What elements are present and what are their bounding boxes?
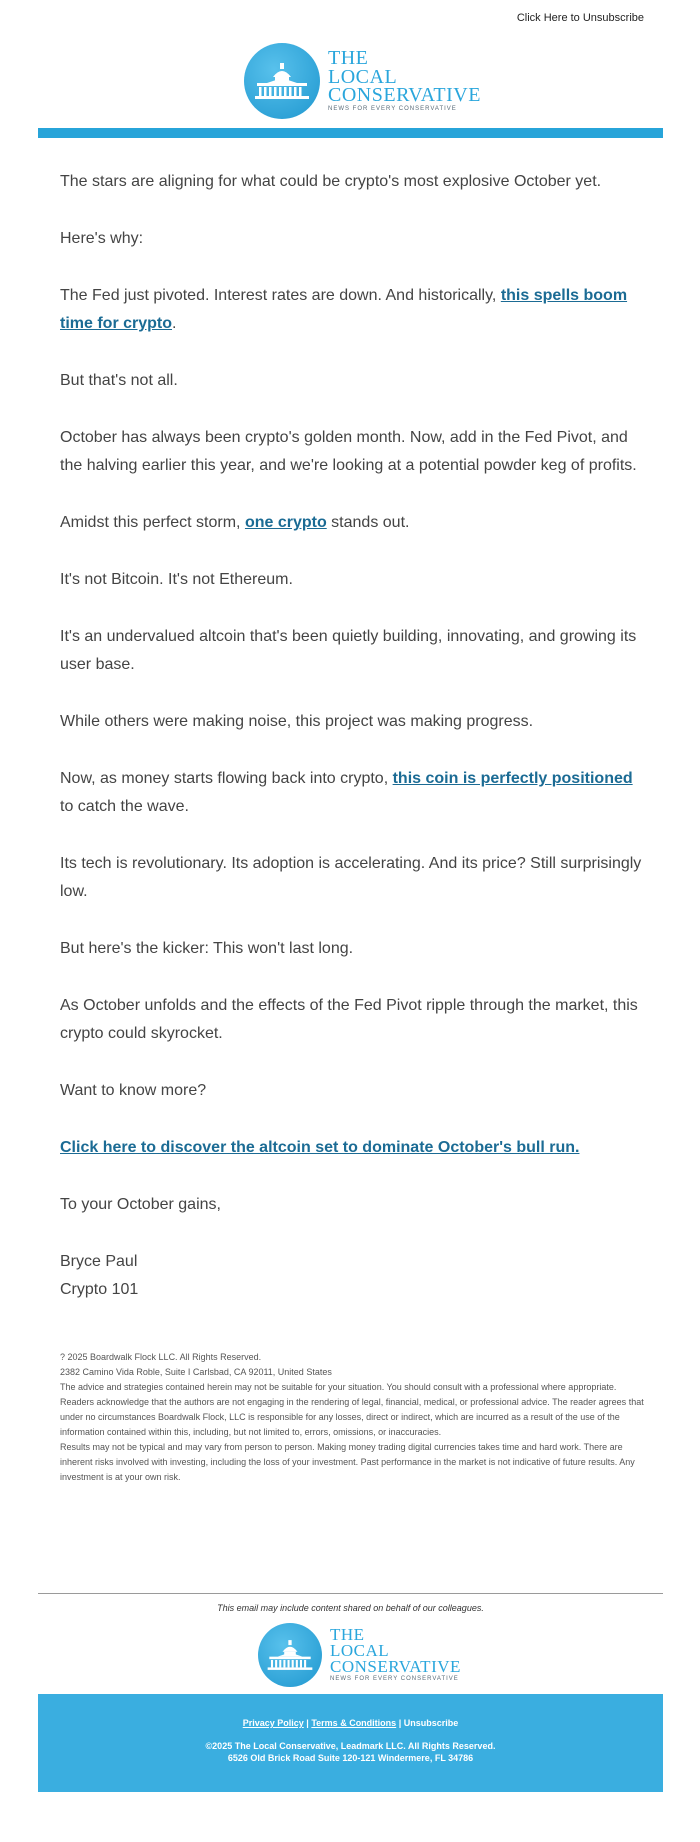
site-logo[interactable]	[244, 43, 481, 119]
logo-line-3: CONSERVATIVE	[330, 1656, 461, 1676]
logo-tagline: NEWS FOR EVERY CONSERVATIVE	[328, 106, 457, 113]
paragraph: Here's why:	[60, 230, 144, 247]
logo-line-1: THE	[328, 47, 369, 70]
paragraph	[60, 1134, 650, 1162]
footer-bar	[38, 1694, 663, 1792]
footer-logo[interactable]	[258, 1623, 461, 1687]
paragraph: The stars are aligning for what could be crypto's most explosive October yet.	[60, 173, 602, 190]
one-crypto-link[interactable]: one crypto	[244, 514, 327, 531]
paragraph: Want to know more?	[60, 1082, 207, 1099]
unsubscribe-link-top[interactable]: Click Here to Unsubscribe	[516, 12, 644, 24]
header-divider-bar	[38, 128, 663, 138]
paragraph: October has always been crypto's golden month. Now, add in the Fed Pivot, and the halving earlier this year, and we're looking at a potential powder keg of profits.	[60, 429, 637, 474]
legal-disclaimer	[60, 1350, 650, 1485]
logo-line-3: CONSERVATIVE	[328, 83, 481, 106]
footer-copyright-block	[38, 1740, 663, 1764]
capitol-building-icon	[258, 1623, 322, 1687]
footer-address: 6526 Old Brick Road Suite 120-121 Windermere, FL 34786	[227, 1753, 474, 1763]
paragraph: But here's the kicker: This won't last long.	[60, 940, 354, 957]
legal-copyright: ? 2025 Boardwalk Flock LLC. All Rights Reserved.	[60, 1352, 262, 1362]
paragraph: Now, as money starts flowing back into crypto, this coin is perfectly positioned to catch the wave.	[60, 770, 633, 815]
paragraph: It's not Bitcoin. It's not Ethereum.	[60, 571, 293, 588]
paragraph: While others were making noise, this project was making progress.	[60, 713, 534, 730]
logo-line-1: THE	[330, 1625, 365, 1645]
logo-wordmark	[328, 49, 481, 113]
capitol-building-icon	[244, 43, 320, 119]
footer-links	[38, 1718, 663, 1728]
signature	[60, 1248, 650, 1304]
paragraph: As October unfolds and the effects of the Fed Pivot ripple through the market, this crypto could skyrocket.	[60, 997, 638, 1042]
logo-tagline: NEWS FOR EVERY CONSERVATIVE	[330, 1676, 459, 1683]
legal-disclaimer-2: Results may not be typical and may vary from person to person. Making money trading digital currencies takes time and hard work. There are inherent risks involved with investing, including the loss of your investment. Past performance in the market is not indicative of future results. Any investment is at your own risk.	[60, 1442, 635, 1482]
signature-name: Bryce Paul	[60, 1253, 138, 1270]
paragraph: Amidst this perfect storm, one crypto stands out.	[60, 514, 410, 531]
logo-line-2: LOCAL	[330, 1640, 390, 1660]
paragraph: But that's not all.	[60, 372, 178, 389]
unsubscribe-link-footer[interactable]: Unsubscribe	[403, 1718, 459, 1728]
privacy-policy-link[interactable]: Privacy Policy	[242, 1718, 304, 1728]
positioned-coin-link[interactable]: this coin is perfectly positioned	[392, 770, 633, 787]
boom-time-link[interactable]: this spells boom time for crypto	[60, 287, 628, 332]
email-body	[60, 168, 650, 1304]
terms-link[interactable]: Terms & Conditions	[311, 1718, 397, 1728]
footer-logo-wordmark	[330, 1627, 461, 1682]
legal-disclaimer-1: The advice and strategies contained herein may not be suitable for your situation. You should consult with a professional where appropriate. Readers acknowledge that the authors are not engaging in the rendering of legal, financial, medical, or professional advice. The reader agrees that under no circumstances Boardwalk Flock, LLC is responsible for any losses, direct or indirect, which are incurred as a result of the use of the information contained within this, including, but not limited to, errors, omissions, or inaccuracies.	[60, 1382, 644, 1437]
link-separator: |	[398, 1718, 402, 1728]
paragraph: The Fed just pivoted. Interest rates are down. And historically, this spells boom time for crypto.	[60, 287, 628, 332]
link-separator: |	[306, 1718, 309, 1728]
legal-address: 2382 Camino Vida Roble, Suite I Carlsbad, CA 92011, United States	[60, 1367, 332, 1377]
paragraph: Its tech is revolutionary. Its adoption is accelerating. And its price? Still surprisingly low.	[60, 855, 642, 900]
cta-link[interactable]: Click here to discover the altcoin set to dominate October's bull run.	[60, 1139, 580, 1156]
footer-divider	[38, 1593, 663, 1594]
signature-title: Crypto 101	[60, 1281, 139, 1298]
paragraph: It's an undervalued altcoin that's been quietly building, innovating, and growing its user base.	[60, 628, 637, 673]
footer-copyright: ©2025 The Local Conservative, Leadmark LLC. All Rights Reserved.	[205, 1741, 496, 1751]
footer-note: This email may include content shared on behalf of our colleagues.	[217, 1603, 484, 1613]
closing: To your October gains,	[60, 1196, 221, 1213]
logo-line-2: LOCAL	[328, 65, 398, 88]
